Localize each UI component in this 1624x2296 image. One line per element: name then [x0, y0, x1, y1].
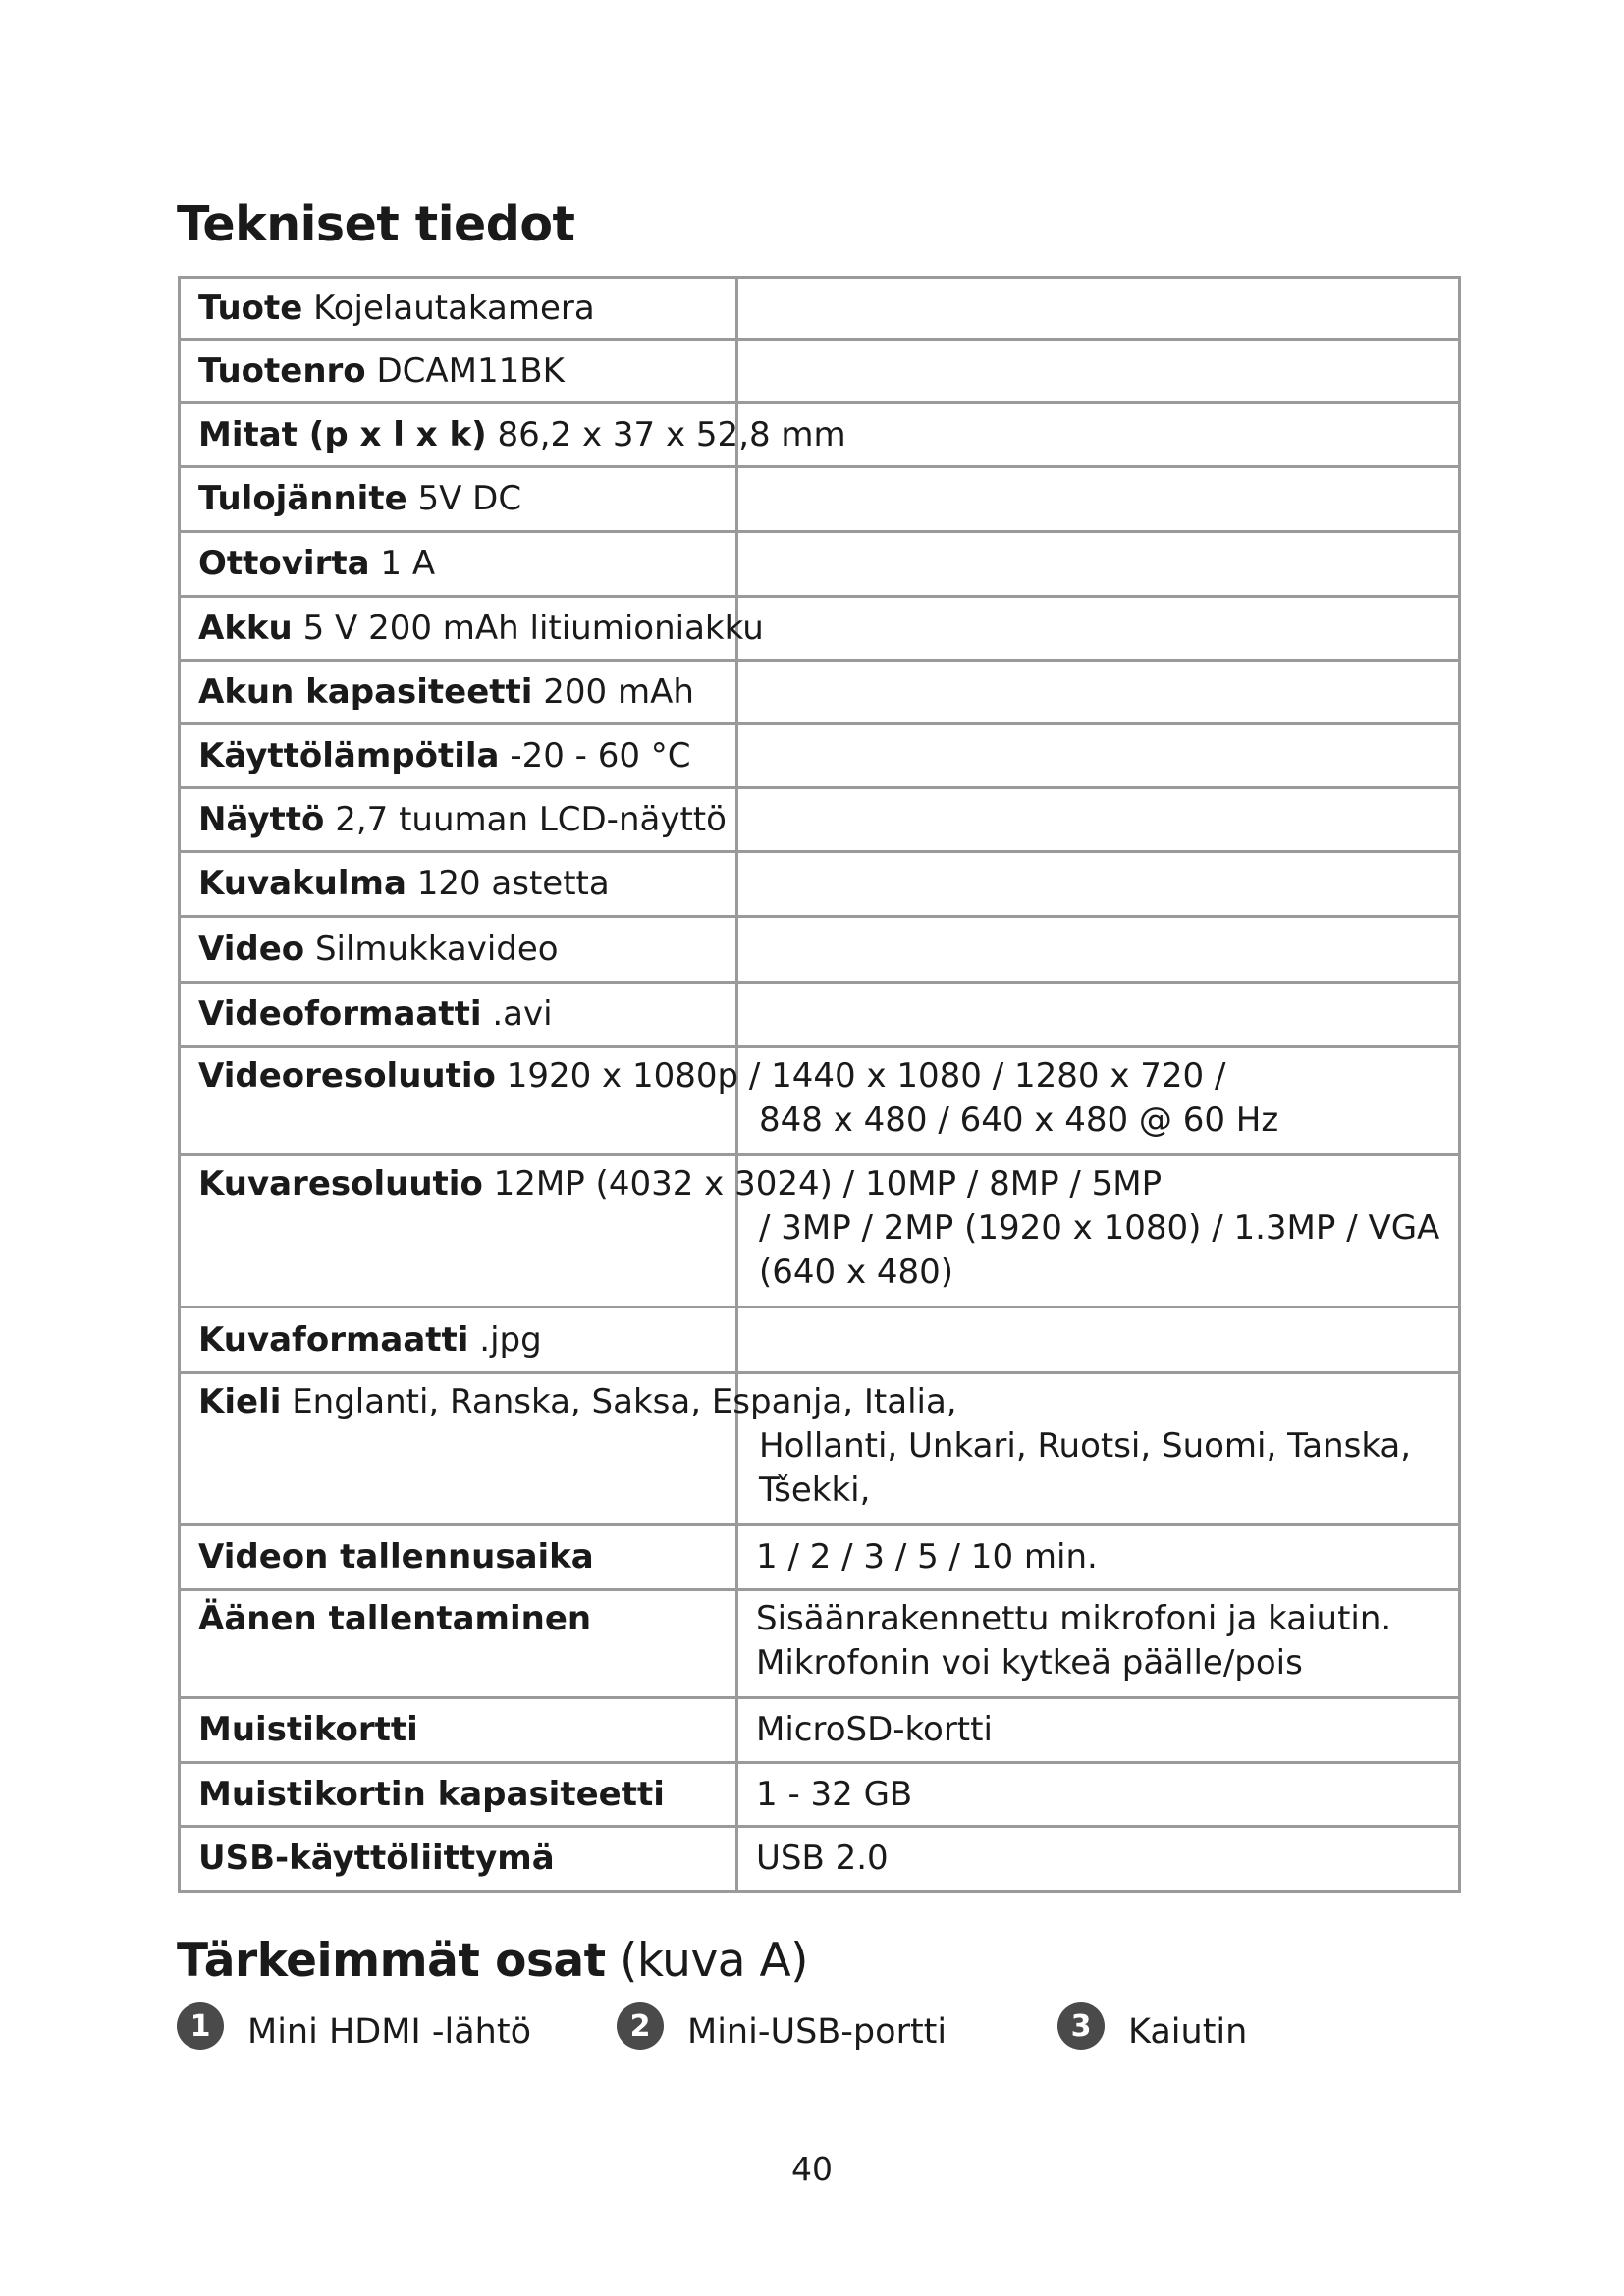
- spec-value: 12MP (4032 x 3024) / 10MP / 8MP / 5MP: [493, 1164, 1163, 1203]
- number-2-icon: 2: [617, 2002, 664, 2050]
- spec-cell: [180, 724, 737, 788]
- number-1-icon: 1: [177, 2002, 224, 2050]
- spec-cell-empty: [737, 852, 1460, 917]
- spec-value: Englanti, Ranska, Saksa, Espanja, Italia,: [292, 1382, 957, 1421]
- spec-row: [180, 788, 1460, 852]
- spec-row: [180, 1047, 1460, 1155]
- spec-value-cell: [737, 1590, 1460, 1698]
- spec-value: USB 2.0: [756, 1839, 889, 1878]
- spec-text: [198, 672, 694, 712]
- part-label: Kaiutin: [1128, 2012, 1248, 2052]
- spec-cell-empty: [737, 467, 1460, 532]
- spec-value: Mikrofonin voi kytkeä päälle/pois: [756, 1643, 1303, 1682]
- spec-value: 5V DC: [417, 479, 522, 518]
- spec-value-cell: [737, 1827, 1460, 1892]
- spec-cell-empty: [737, 917, 1460, 983]
- spec-label: Näyttö: [198, 799, 325, 839]
- spec-text: [198, 800, 727, 839]
- spec-row: [180, 983, 1460, 1047]
- spec-value-continued: / 3MP / 2MP (1920 x 1080) / 1.3MP / VGA: [759, 1208, 1440, 1248]
- spec-value-continued: Tšekki,: [759, 1470, 871, 1510]
- spec-row: [180, 1308, 1460, 1373]
- spec-value: 86,2 x 37 x 52,8 mm: [497, 414, 846, 454]
- spec-cell: [180, 467, 737, 532]
- spec-cell: [180, 278, 737, 340]
- spec-label-cell: [180, 1763, 737, 1827]
- spec-text: [198, 479, 521, 518]
- specs-table: [178, 276, 1461, 1893]
- spec-cell-empty: [737, 661, 1460, 724]
- spec-cell: [180, 1308, 737, 1373]
- spec-value-cell: [737, 1698, 1460, 1763]
- spec-row: [180, 278, 1460, 340]
- spec-value: 1 - 32 GB: [756, 1774, 913, 1814]
- spec-cell-empty: [737, 597, 1460, 661]
- spec-row: [180, 852, 1460, 917]
- number-3-icon: 3: [1057, 2002, 1105, 2050]
- spec-label: Kuvaresoluutio: [198, 1164, 483, 1203]
- spec-cell: [180, 1047, 1279, 1155]
- spec-text: [198, 1056, 1225, 1095]
- spec-label: Videon tallennusaika: [198, 1537, 594, 1576]
- parts-title-bold: Tärkeimmät osat: [177, 1934, 606, 1988]
- spec-text: [198, 1382, 957, 1421]
- spec-text: [198, 609, 764, 648]
- spec-row: [180, 532, 1460, 597]
- spec-row: [180, 1590, 1460, 1698]
- spec-value: Silmukkavideo: [314, 929, 559, 969]
- spec-cell-empty: [737, 983, 1460, 1047]
- spec-value: MicroSD-kortti: [756, 1710, 993, 1749]
- spec-cell: [180, 983, 737, 1047]
- spec-value: 1920 x 1080p / 1440 x 1080 / 1280 x 720 /: [506, 1056, 1226, 1095]
- spec-cell-empty: [737, 788, 1460, 852]
- part-item: [177, 2008, 531, 2056]
- spec-value: 120 astetta: [416, 864, 610, 903]
- spec-value-continued: Hollanti, Unkari, Ruotsi, Suomi, Tanska,: [759, 1426, 1412, 1466]
- spec-label: Ottovirta: [198, 544, 370, 583]
- spec-text: [198, 544, 435, 583]
- spec-text: [198, 736, 691, 775]
- spec-label: Tuote: [198, 288, 303, 328]
- spec-label: Kuvakulma: [198, 864, 406, 903]
- spec-cell: [180, 597, 764, 661]
- spec-cell-empty: [737, 532, 1460, 597]
- spec-label: Akku: [198, 608, 293, 648]
- part-item: [1057, 2008, 1247, 2056]
- spec-row: [180, 724, 1460, 788]
- spec-label-cell: [180, 1525, 737, 1590]
- spec-value: Sisäänrakennettu mikrofoni ja kaiutin.: [756, 1599, 1392, 1638]
- spec-row: [180, 467, 1460, 532]
- spec-label: Muistikortti: [198, 1710, 418, 1749]
- spec-row: [180, 1525, 1460, 1590]
- spec-label-cell: [180, 1827, 737, 1892]
- spec-text: [198, 415, 846, 454]
- spec-cell: [180, 403, 846, 467]
- spec-text: [198, 1320, 542, 1360]
- spec-label: Akun kapasiteetti: [198, 671, 533, 712]
- spec-cell-empty: [737, 724, 1460, 788]
- section-title-specs: Tekniset tiedot: [177, 196, 575, 252]
- spec-value: Kojelautakamera: [313, 288, 595, 328]
- spec-cell: [180, 788, 737, 852]
- spec-text: [198, 289, 595, 328]
- part-label: Mini-USB-portti: [687, 2012, 947, 2052]
- spec-value-continued: 848 x 480 / 640 x 480 @ 60 Hz: [759, 1100, 1279, 1140]
- spec-cell: [180, 661, 737, 724]
- spec-text: [198, 994, 553, 1034]
- spec-label: USB-käyttöliittymä: [198, 1839, 555, 1878]
- spec-row: [180, 597, 1460, 661]
- spec-row: [180, 1827, 1460, 1892]
- spec-label-cell: [180, 1590, 737, 1698]
- spec-value: 5 V 200 mAh litiumioniakku: [302, 608, 764, 648]
- spec-label: Tuotenro: [198, 350, 366, 391]
- spec-label: Tulojännite: [198, 479, 407, 518]
- spec-value: .avi: [492, 994, 553, 1034]
- spec-label: Äänen tallentaminen: [198, 1599, 592, 1638]
- spec-label: Kieli: [198, 1382, 282, 1421]
- spec-text: [198, 351, 565, 391]
- page-number: 40: [791, 2150, 833, 2188]
- spec-label: Muistikortin kapasiteetti: [198, 1774, 665, 1814]
- spec-row: [180, 403, 1460, 467]
- spec-text: [198, 930, 559, 969]
- spec-text: [198, 1164, 1162, 1203]
- spec-label: Videoresoluutio: [198, 1056, 496, 1095]
- spec-label: Käyttölämpötila: [198, 735, 500, 775]
- spec-cell: [180, 532, 737, 597]
- spec-label: Videoformaatti: [198, 994, 482, 1034]
- spec-cell-empty: [737, 1308, 1460, 1373]
- parts-title-rest: (kuva A): [605, 1934, 809, 1988]
- spec-cell: [180, 852, 737, 917]
- spec-row: [180, 917, 1460, 983]
- spec-value: 1 A: [380, 544, 436, 583]
- spec-cell: [180, 1373, 1412, 1525]
- spec-text: [198, 864, 610, 903]
- spec-cell: [180, 917, 737, 983]
- spec-value: .jpg: [479, 1319, 542, 1360]
- part-label: Mini HDMI -lähtö: [247, 2012, 531, 2052]
- spec-value: -20 - 60 °C: [510, 735, 691, 775]
- spec-value-cell: [737, 1763, 1460, 1827]
- spec-value-continued: (640 x 480): [759, 1253, 954, 1292]
- spec-label: Mitat (p x l x k): [198, 414, 487, 454]
- parts-list: [0, 2008, 1624, 2067]
- spec-value: 1 / 2 / 3 / 5 / 10 min.: [756, 1537, 1098, 1576]
- spec-value: 2,7 tuuman LCD-näyttö: [335, 799, 727, 839]
- spec-value: DCAM11BK: [376, 350, 565, 391]
- spec-row: [180, 661, 1460, 724]
- spec-cell: [180, 340, 737, 403]
- spec-value-cell: [737, 1525, 1460, 1590]
- spec-value: 200 mAh: [543, 671, 694, 712]
- part-item: [617, 2008, 947, 2056]
- spec-row: [180, 340, 1460, 403]
- spec-row: [180, 1373, 1460, 1525]
- section-title-parts: [177, 1934, 808, 1988]
- spec-cell-empty: [737, 278, 1460, 340]
- spec-label: Kuvaformaatti: [198, 1319, 469, 1360]
- spec-row: [180, 1763, 1460, 1827]
- spec-cell-empty: [737, 340, 1460, 403]
- spec-row: [180, 1155, 1460, 1308]
- spec-label: Video: [198, 929, 305, 969]
- spec-cell: [180, 1155, 1440, 1308]
- spec-row: [180, 1698, 1460, 1763]
- spec-label-cell: [180, 1698, 737, 1763]
